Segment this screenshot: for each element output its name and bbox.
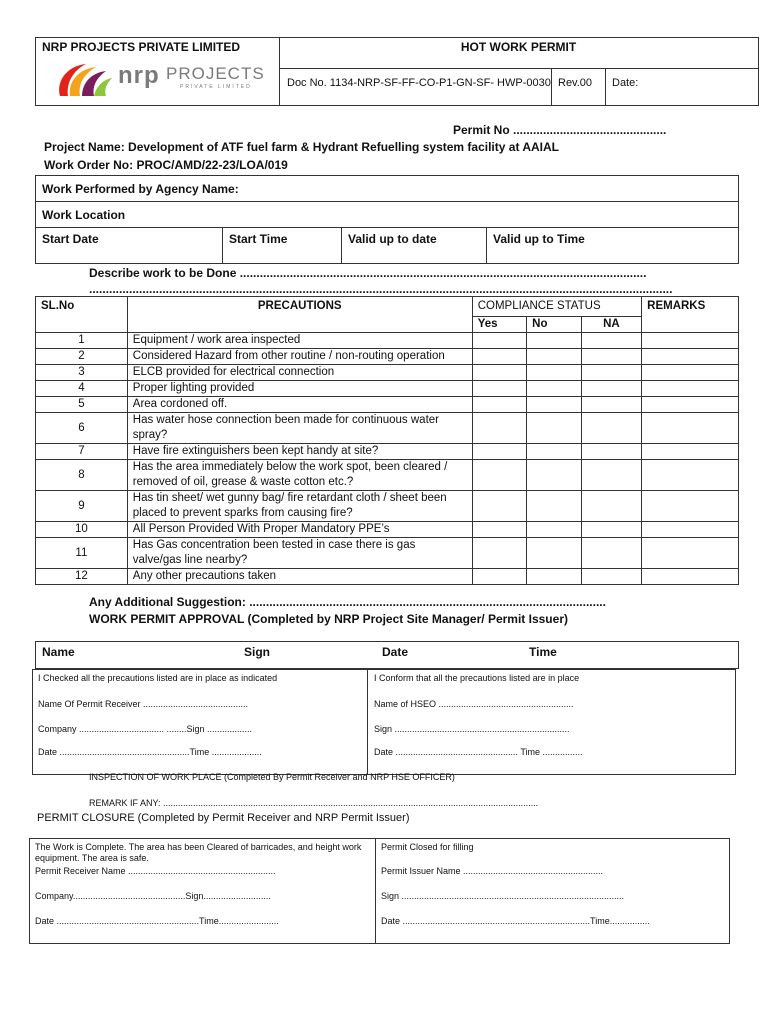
remarks-cell[interactable] <box>642 444 739 460</box>
remarks-cell[interactable] <box>642 397 739 413</box>
hseo-sign-field[interactable]: Sign ...................................................................... <box>374 724 570 734</box>
precaution-slno: 1 <box>36 333 128 349</box>
compliance-na-cell[interactable] <box>581 491 642 522</box>
remarks-cell[interactable] <box>642 333 739 349</box>
compliance-no-cell[interactable] <box>527 349 581 365</box>
compliance-yes-cell[interactable] <box>472 381 526 397</box>
precaution-row <box>36 333 739 349</box>
precaution-slno: 7 <box>36 444 128 460</box>
precautions-table <box>35 296 739 585</box>
compliance-no-cell[interactable] <box>527 444 581 460</box>
precaution-text: Considered Hazard from other routine / non-routing operation <box>127 349 472 365</box>
revision: Rev.00 <box>558 77 593 89</box>
precaution-row <box>36 538 739 569</box>
compliance-header: COMPLIANCE STATUS <box>472 297 641 317</box>
compliance-na-cell[interactable] <box>581 522 642 538</box>
remarks-cell[interactable] <box>642 522 739 538</box>
check-statement-right: I Conform that all the precautions listed are in place <box>374 673 580 683</box>
closure-statement-left: The Work is Complete. The area has been Cleared of barricades, and height work equipment. The area is safe. <box>35 842 362 863</box>
agency-name-field[interactable]: Work Performed by Agency Name: <box>36 176 739 202</box>
date-time-field-left[interactable]: Date ....................................................Time .................... <box>38 747 262 757</box>
precaution-text: Any other precautions taken <box>127 569 472 585</box>
compliance-yes-cell[interactable] <box>472 522 526 538</box>
slno-header: SL.No <box>36 297 128 333</box>
remark-field[interactable]: REMARK IF ANY: ...................................................................................................................................................... <box>89 798 539 808</box>
permit-closure-box <box>29 838 730 944</box>
compliance-na-cell[interactable] <box>581 381 642 397</box>
compliance-no-cell[interactable] <box>527 381 581 397</box>
precaution-slno: 8 <box>36 460 128 491</box>
precaution-row <box>36 365 739 381</box>
precaution-row <box>36 444 739 460</box>
compliance-no-cell[interactable] <box>527 569 581 585</box>
precaution-slno: 10 <box>36 522 128 538</box>
precaution-text: Has tin sheet/ wet gunny bag/ fire retardant cloth / sheet been placed to prevent sparks from causing fire? <box>127 491 472 522</box>
work-order-no: Work Order No: PROC/AMD/22-23/LOA/019 <box>44 158 288 172</box>
remarks-header: REMARKS <box>642 297 739 333</box>
compliance-yes-cell[interactable] <box>472 444 526 460</box>
compliance-no-cell[interactable] <box>527 365 581 381</box>
valid-time-field[interactable]: Valid up to Time <box>487 228 739 264</box>
compliance-yes-cell[interactable] <box>472 569 526 585</box>
precaution-slno: 3 <box>36 365 128 381</box>
compliance-no-cell[interactable] <box>527 522 581 538</box>
compliance-na-cell[interactable] <box>581 349 642 365</box>
compliance-no-cell[interactable] <box>527 538 581 569</box>
compliance-no-cell[interactable] <box>527 413 581 444</box>
hseo-name-field[interactable]: Name of HSEO ...................................................... <box>374 699 574 709</box>
date-time-field-right[interactable]: Date ................................................. Time ................ <box>374 747 583 757</box>
compliance-na-cell[interactable] <box>581 397 642 413</box>
remarks-cell[interactable] <box>642 538 739 569</box>
compliance-yes-cell[interactable] <box>472 413 526 444</box>
closure-company-sign-field[interactable]: Company.............................................Sign........................... <box>35 891 271 901</box>
precaution-row <box>36 522 739 538</box>
remarks-cell[interactable] <box>642 569 739 585</box>
permit-receiver-name-field[interactable]: Name Of Permit Receiver .......................................... <box>38 699 249 709</box>
approval-time-label: Time <box>529 645 557 659</box>
precaution-row <box>36 381 739 397</box>
precaution-slno: 2 <box>36 349 128 365</box>
compliance-no-cell[interactable] <box>527 491 581 522</box>
work-details-table <box>35 175 739 264</box>
compliance-na-cell[interactable] <box>581 413 642 444</box>
precaution-slno: 9 <box>36 491 128 522</box>
precautions-header: PRECAUTIONS <box>127 297 472 333</box>
remarks-cell[interactable] <box>642 349 739 365</box>
company-logo <box>52 58 264 102</box>
approval-date-label: Date <box>382 645 409 659</box>
compliance-na-cell[interactable] <box>581 460 642 491</box>
remarks-cell[interactable] <box>642 491 739 522</box>
compliance-yes-cell[interactable] <box>472 397 526 413</box>
logo-projects-text: PROJECTS <box>166 64 265 83</box>
precaution-row <box>36 460 739 491</box>
closure-title: PERMIT CLOSURE (Completed by Permit Receiver and NRP Permit Issuer) <box>37 812 410 824</box>
closure-date-time-right[interactable]: Date ...........................................................................Time................ <box>381 916 650 926</box>
inspection-title: INSPECTION OF WORK PLACE (Completed By Permit Receiver and NRP HSE OFFICER) <box>89 772 455 782</box>
closure-statement-right: Permit Closed for filling <box>381 842 474 852</box>
remarks-cell[interactable] <box>642 381 739 397</box>
project-name: Project Name: Development of ATF fuel farm & Hydrant Refuelling system facility at AAIAL <box>44 140 559 154</box>
describe-work-line-2[interactable]: ............................................................................................................................................................................... <box>89 282 673 296</box>
approval-sign-label: Sign <box>244 645 270 659</box>
approval-name-label: Name <box>42 645 75 659</box>
precaution-text: Proper lighting provided <box>127 381 472 397</box>
check-statement-left: I Checked all the precautions listed are in place as indicated <box>38 673 278 683</box>
precaution-text: Has the area immediately below the work spot, been cleared / removed of oil, grease & waste cotton etc.? <box>127 460 472 491</box>
doc-number: Doc No. 1134-NRP-SF-FF-CO-P1-GN-SF- HWP-0030 <box>287 77 551 89</box>
precaution-check-box <box>32 669 736 775</box>
compliance-yes-cell[interactable] <box>472 491 526 522</box>
compliance-na-cell[interactable] <box>581 538 642 569</box>
precaution-text: Equipment / work area inspected <box>127 333 472 349</box>
compliance-no-cell[interactable] <box>527 397 581 413</box>
compliance-no-cell[interactable] <box>527 460 581 491</box>
remarks-cell[interactable] <box>642 460 739 491</box>
precaution-text: Have fire extinguishers been kept handy at site? <box>127 444 472 460</box>
precaution-slno: 6 <box>36 413 128 444</box>
compliance-na-cell[interactable] <box>581 365 642 381</box>
permit-issuer-name-field[interactable]: Permit Issuer Name ........................................................ <box>381 866 604 876</box>
permit-no[interactable]: Permit No .............................................. <box>453 123 667 137</box>
compliance-yes-cell[interactable] <box>472 460 526 491</box>
closure-receiver-name-field[interactable]: Permit Receiver Name ........................................................... <box>35 866 276 876</box>
na-header: NA <box>581 317 642 333</box>
precaution-text: Has Gas concentration been tested in case there is gas valve/gas line nearby? <box>127 538 472 569</box>
company-name: NRP PROJECTS PRIVATE LIMITED <box>42 40 241 54</box>
start-time-field[interactable]: Start Time <box>223 228 342 264</box>
describe-work-line[interactable]: Describe work to be Done .......................................................................................................................... <box>89 266 647 280</box>
compliance-yes-cell[interactable] <box>472 349 526 365</box>
precaution-text: Area cordoned off. <box>127 397 472 413</box>
precaution-text: All Person Provided With Proper Mandatory PPE’s <box>127 522 472 538</box>
work-location-field[interactable]: Work Location <box>36 202 739 228</box>
approval-row <box>35 641 739 669</box>
remarks-cell[interactable] <box>642 365 739 381</box>
precaution-slno: 12 <box>36 569 128 585</box>
company-sign-field[interactable]: Company .................................. ........Sign .................. <box>38 724 253 734</box>
precaution-row <box>36 491 739 522</box>
form-title: HOT WORK PERMIT <box>460 40 577 54</box>
precaution-slno: 4 <box>36 381 128 397</box>
precaution-slno: 5 <box>36 397 128 413</box>
remarks-cell[interactable] <box>642 413 739 444</box>
compliance-yes-cell[interactable] <box>472 365 526 381</box>
precaution-text: Has water hose connection been made for continuous water spray? <box>127 413 472 444</box>
approval-title: WORK PERMIT APPROVAL (Completed by NRP Project Site Manager/ Permit Issuer) <box>89 612 568 626</box>
additional-suggestion[interactable]: Any Additional Suggestion: ........................................................................................................... <box>89 595 606 609</box>
logo-sub-text: PRIVATE LIMITED <box>180 84 252 90</box>
compliance-na-cell[interactable] <box>581 333 642 349</box>
compliance-na-cell[interactable] <box>581 444 642 460</box>
closure-sign-field[interactable]: Sign ......................................................................................... <box>381 891 625 901</box>
start-date-field[interactable]: Start Date <box>36 228 223 264</box>
document-header <box>35 37 759 106</box>
precaution-row <box>36 397 739 413</box>
compliance-na-cell[interactable] <box>581 569 642 585</box>
precaution-row <box>36 349 739 365</box>
precaution-slno: 11 <box>36 538 128 569</box>
precaution-row <box>36 413 739 444</box>
precaution-text: ELCB provided for electrical connection <box>127 365 472 381</box>
compliance-no-cell[interactable] <box>527 333 581 349</box>
compliance-yes-cell[interactable] <box>472 333 526 349</box>
logo-nrp-text: nrp <box>118 62 160 89</box>
precaution-row <box>36 569 739 585</box>
compliance-yes-cell[interactable] <box>472 538 526 569</box>
closure-date-time-left[interactable]: Date .........................................................Time........................ <box>35 916 279 926</box>
yes-header: Yes <box>472 317 526 333</box>
date-label: Date: <box>612 77 639 89</box>
valid-date-field[interactable]: Valid up to date <box>342 228 487 264</box>
no-header: No <box>527 317 581 333</box>
